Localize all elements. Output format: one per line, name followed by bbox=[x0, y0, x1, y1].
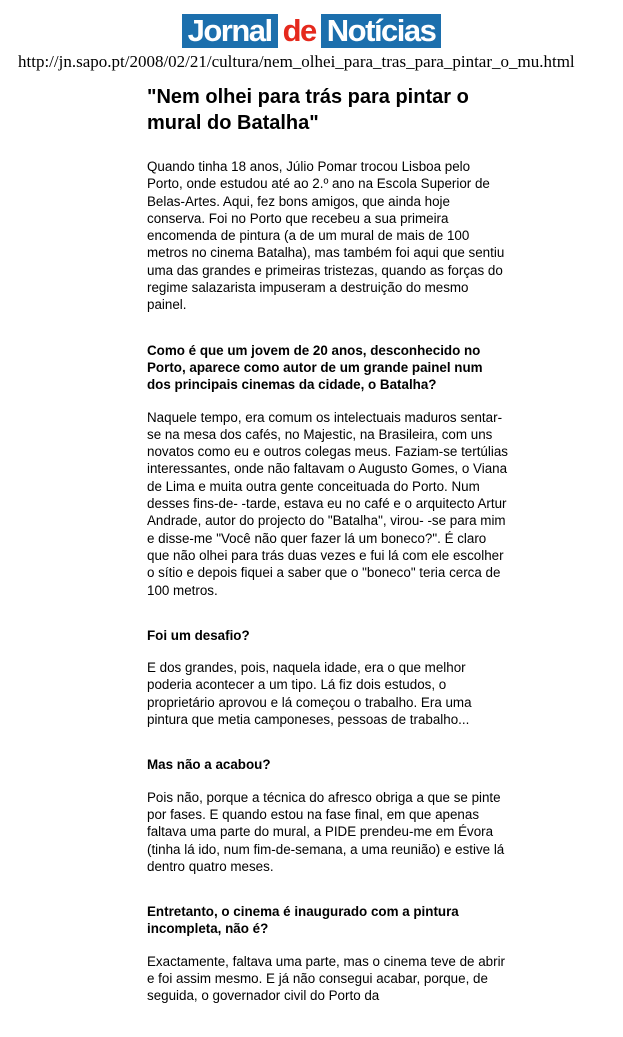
jn-logo bbox=[182, 14, 442, 48]
logo-noticias-text: Notícias bbox=[321, 14, 442, 48]
article-intro: Quando tinha 18 anos, Júlio Pomar trocou Lisboa pelo Porto, onde estudou até ao 2.º ano na Escola Superior de Belas-Artes. Aqui, fez bons amigos, que ainda hoje conserva. Foi no Porto que recebeu a sua primeira encomenda de pintura (a de um mural de mais de 100 metros no cinema Batalha), mas também foi aqui que sentiu uma das grandes e primeiras tristezas, quando as forças do regime salazarista impuseram a destruição do mesmo painel. bbox=[147, 159, 505, 313]
interview-answer: Exactamente, faltava uma parte, mas o cinema teve de abrir e foi assim mesmo. E já não consegui acabar, porque, de seguida, o governador civil do Porto da bbox=[147, 953, 506, 1004]
interview-answer: Naquele tempo, era comum os intelectuais maduros sentar-se na mesa dos cafés, no Majestic, na Brasileira, com uns novatos como eu e outros colegas meus. Faziam-se tertúlias interessantes, onde não faltavam o Augusto Gomes, o Viana de Lima e muita outra gente conceituada do Porto. Num desses fins-de- -tarde, estava eu no café e o arquitecto Artur Andrade, autor do projecto do "Batalha", virou- -se para mim e disse-me "Você não quer fazer lá um boneco?". É claro que não olhei para trás duas vezes e fui lá com ele escolher o sítio e depois fiquei a saber que o "boneco" teria cerca de 100 metros. bbox=[147, 409, 508, 598]
masthead bbox=[0, 14, 623, 48]
interview-answer: E dos grandes, pois, naquela idade, era o que melhor poderia acontecer a um tipo. Lá fiz dois estudos, o proprietário aprovou e lá começou o trabalho. Era uma pintura que metia camponeses, pessoas de trabalho... bbox=[147, 660, 472, 728]
logo-jornal-text: Jornal bbox=[182, 14, 278, 48]
interview-question: Como é que um jovem de 20 anos, desconhecido no Porto, aparece como autor de um grande painel num dos principais cinemas da cidade, o Batalha? bbox=[147, 342, 483, 393]
page-url: http://jn.sapo.pt/2008/02/21/cultura/nem_olhei_para_tras_para_pintar_o_mu.html bbox=[18, 52, 575, 71]
qa-list bbox=[147, 342, 509, 1005]
interview-answer: Pois não, porque a técnica do afresco obriga a que se pinte por fases. E quando estou na fase final, em que apenas faltava uma parte do mural, a PIDE prendeu-me em Évora (tinha lá ido, num fim-de-semana, a uma reunião) e estive lá dentro quatro meses. bbox=[147, 789, 505, 874]
logo-de-text: de bbox=[278, 14, 321, 48]
article-title: "Nem olhei para trás para pintar o mural do Batalha" bbox=[147, 86, 469, 134]
article bbox=[147, 84, 509, 1005]
interview-question: Entretanto, o cinema é inaugurado com a pintura incompleta, não é? bbox=[147, 904, 459, 937]
interview-question: Foi um desafio? bbox=[147, 627, 250, 643]
interview-question: Mas não a acabou? bbox=[147, 757, 271, 773]
